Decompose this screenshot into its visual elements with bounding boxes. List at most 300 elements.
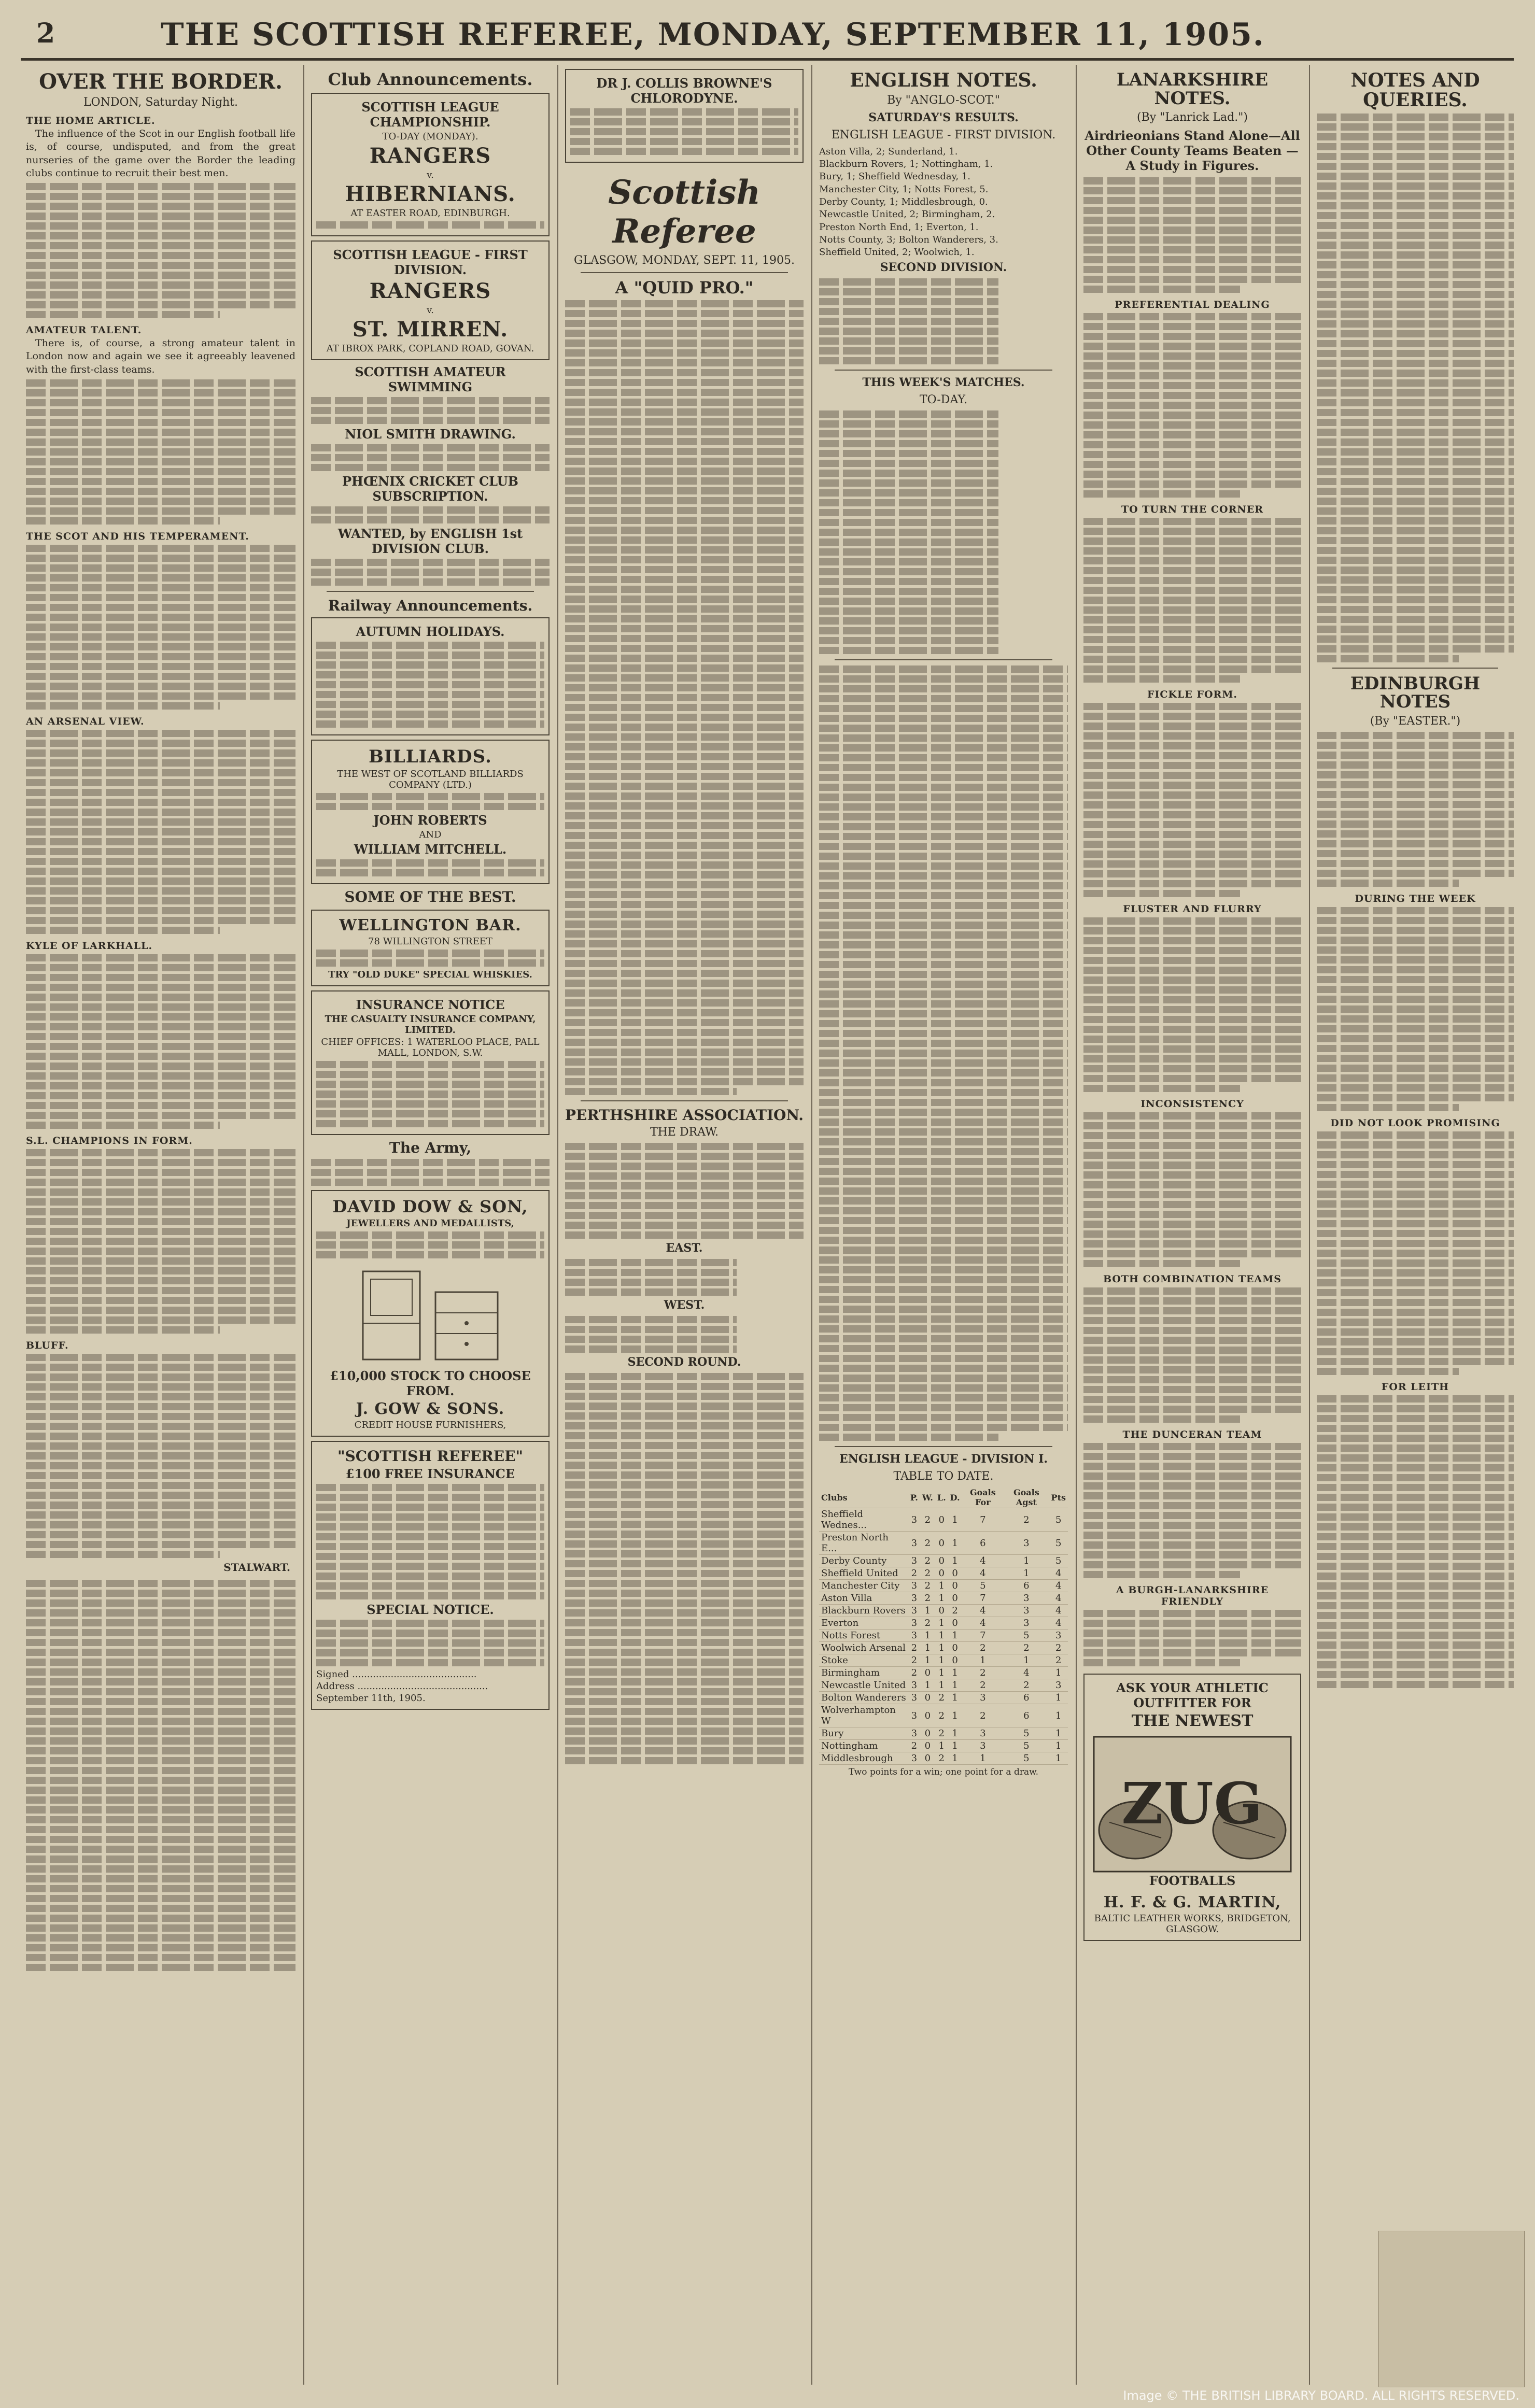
ad-title: SCOTTISH LEAGUE CHAMPIONSHIP.: [361, 99, 499, 130]
table-row: [819, 1508, 1068, 1532]
crosshead: THE DUNCERAN TEAM: [1122, 1429, 1262, 1441]
stat-cell: 0: [920, 1692, 935, 1704]
column-editorial: [560, 65, 809, 2387]
stat-cell: 3: [908, 1630, 920, 1642]
results-subheading: ENGLISH LEAGUE - FIRST DIVISION.: [831, 128, 1056, 141]
crosshead: FLUSTER AND FLURRY: [1123, 903, 1262, 915]
result-line: Newcastle United, 2; Birmingham, 2.: [819, 209, 995, 220]
stat-cell: 2: [920, 1617, 935, 1630]
table-note: Two points for a win; one point for a draw.: [848, 1767, 1039, 1778]
result-line: Blackburn Rovers, 1; Nottingham, 1.: [819, 159, 993, 170]
stat-cell: 1: [1049, 1667, 1068, 1679]
stat-cell: 1: [948, 1508, 962, 1532]
column-over-the-border: [21, 65, 301, 2387]
column-rule: [1076, 65, 1077, 2385]
column-club-announcements: [306, 65, 555, 2387]
heading-quid-pro: A "QUID PRO.": [615, 278, 754, 298]
stat-cell: 3: [908, 1692, 920, 1704]
crosshead: FOR LEITH: [1381, 1381, 1449, 1393]
column-rule: [811, 65, 812, 2385]
crosshead: INCONSISTENCY: [1140, 1098, 1244, 1110]
table-row: [819, 1567, 1068, 1580]
ad-title: BILLIARDS.: [369, 746, 492, 767]
stat-cell: 1: [920, 1679, 935, 1692]
stat-cell: 3: [908, 1617, 920, 1630]
stat-cell: 1: [948, 1704, 962, 1727]
column-header: Goals For: [962, 1487, 1004, 1508]
club-name-cell: Sheffield United: [819, 1567, 908, 1580]
result-line: Manchester City, 1; Notts Forest, 5.: [819, 183, 989, 195]
week-matches-heading: THIS WEEK'S MATCHES.: [862, 376, 1025, 390]
heading-english-notes: ENGLISH NOTES.: [850, 69, 1037, 91]
byline: (By "EASTER."): [1370, 714, 1461, 728]
stat-cell: 2: [920, 1592, 935, 1605]
result-line: Notts County, 3; Bolton Wanderers, 3.: [819, 234, 998, 245]
stat-cell: 4: [962, 1555, 1004, 1567]
ad-title: J. GOW & SONS.: [356, 1399, 505, 1418]
stat-cell: 4: [1049, 1617, 1068, 1630]
stat-cell: 5: [1004, 1740, 1049, 1752]
column-header: D.: [948, 1487, 962, 1508]
stat-cell: 6: [1004, 1704, 1049, 1727]
stat-cell: 1: [1049, 1704, 1068, 1727]
paragraph: There is, of course, a strong amateur talent in London now and again we see it agreeably leavened with the first-class teams.: [26, 337, 295, 375]
crosshead: DURING THE WEEK: [1355, 893, 1476, 904]
table-row: [819, 1692, 1068, 1704]
ad-special-notice: SPECIAL NOTICE.: [367, 1602, 494, 1617]
table-row: [819, 1592, 1068, 1605]
stat-cell: 0: [948, 1592, 962, 1605]
result-line: Aston Villa, 2; Sunderland, 1.: [819, 146, 958, 157]
engraved-figure-illustration: [1378, 2231, 1525, 2387]
stat-cell: 3: [1004, 1532, 1049, 1555]
club-name-cell: Bolton Wanderers: [819, 1692, 908, 1704]
stat-cell: 3: [962, 1692, 1004, 1704]
stat-cell: 2: [962, 1679, 1004, 1692]
crosshead: KYLE OF LARKHALL.: [26, 940, 153, 952]
stat-cell: 1: [948, 1630, 962, 1642]
ad-team: HIBERNIANS.: [345, 181, 516, 206]
stat-cell: 1: [1049, 1692, 1068, 1704]
club-name-cell: Middlesbrough: [819, 1752, 908, 1765]
club-name-cell: Wolverhampton W: [819, 1704, 908, 1727]
form-signed-line: Signed ..........................................: [316, 1668, 477, 1680]
ad-title: "SCOTTISH REFEREE": [337, 1447, 524, 1465]
stat-cell: 3: [1049, 1630, 1068, 1642]
stat-cell: 6: [1004, 1692, 1049, 1704]
ad-zug-footballs: [1083, 1674, 1301, 1941]
stat-cell: 5: [1004, 1630, 1049, 1642]
stat-cell: 3: [908, 1752, 920, 1765]
ad-title: AUTUMN HOLIDAYS.: [356, 624, 505, 639]
stat-cell: 3: [1049, 1679, 1068, 1692]
form-date: September 11th, 1905.: [316, 1692, 426, 1704]
column-header: Pts: [1049, 1487, 1068, 1508]
stat-cell: 2: [1049, 1654, 1068, 1667]
ad-venue: AT IBROX PARK, COPLAND ROAD, GOVAN.: [326, 343, 534, 354]
ad-billiards: [311, 740, 550, 884]
stat-cell: 1: [948, 1727, 962, 1740]
ad-rangers-hibernians: [311, 93, 550, 236]
ad-title: WELLINGTON BAR.: [339, 916, 522, 934]
stat-cell: 2: [962, 1704, 1004, 1727]
heading-army: The Army,: [389, 1139, 472, 1156]
stat-cell: 0: [948, 1642, 962, 1654]
stat-cell: 1: [1049, 1752, 1068, 1765]
stat-cell: 3: [962, 1740, 1004, 1752]
club-name-cell: Blackburn Rovers: [819, 1605, 908, 1617]
stat-cell: 1: [935, 1679, 948, 1692]
stat-cell: 3: [908, 1555, 920, 1567]
second-division-heading: SECOND DIVISION.: [880, 261, 1007, 275]
kicker: Airdrieonians Stand Alone—All Other County Teams Beaten — A Study in Figures.: [1085, 128, 1300, 174]
stat-cell: 1: [935, 1667, 948, 1679]
stat-cell: 2: [935, 1727, 948, 1740]
ad-title: ASK YOUR ATHLETIC OUTFITTER FOR: [1116, 1680, 1269, 1711]
club-name-cell: Bury: [819, 1727, 908, 1740]
stat-cell: 3: [908, 1704, 920, 1727]
ad-wellington-bar: [311, 910, 550, 986]
stat-cell: 4: [1049, 1592, 1068, 1605]
stat-cell: 2: [920, 1532, 935, 1555]
ad-and: AND: [419, 829, 442, 840]
ad-address: BALTIC LEATHER WORKS, BRIDGETON, GLASGOW.: [1094, 1913, 1291, 1935]
stat-cell: 0: [920, 1727, 935, 1740]
stat-cell: 5: [1049, 1532, 1068, 1555]
stat-cell: 0: [948, 1567, 962, 1580]
results-heading: SATURDAY'S RESULTS.: [868, 110, 1019, 124]
stat-cell: 2: [935, 1692, 948, 1704]
ad-maker: H. F. & G. MARTIN,: [1103, 1893, 1281, 1912]
table-row: [819, 1555, 1068, 1567]
ad-venue: AT EASTER ROAD, EDINBURGH.: [350, 207, 510, 219]
crosshead: BOTH COMBINATION TEAMS: [1103, 1273, 1282, 1285]
ad-footballs: FOOTBALLS: [1149, 1873, 1236, 1889]
ad-some-of-the-best: SOME OF THE BEST.: [344, 888, 516, 905]
club-name-cell: Everton: [819, 1617, 908, 1630]
stat-cell: 1: [948, 1752, 962, 1765]
stat-cell: 1: [948, 1740, 962, 1752]
ad-versus: v.: [427, 304, 434, 316]
column-rule: [1309, 65, 1310, 2385]
stat-cell: 0: [935, 1567, 948, 1580]
stat-cell: 1: [920, 1630, 935, 1642]
heading-over-the-border: OVER THE BORDER.: [39, 69, 283, 94]
paragraph: The influence of the Scot in our English football life is, of course, undisputed, and from the great nurseries of the game over the Border the leading clubs continue to recruit their best men.: [26, 128, 295, 179]
signature: STALWART.: [223, 1561, 290, 1574]
stat-cell: 4: [1049, 1605, 1068, 1617]
stat-cell: 4: [1049, 1580, 1068, 1592]
column-english-notes: [814, 65, 1073, 2387]
result-line: Preston North End, 1; Everton, 1.: [819, 221, 979, 233]
column-header: Clubs: [819, 1487, 908, 1508]
stat-cell: 5: [1049, 1555, 1068, 1567]
stat-cell: 0: [920, 1667, 935, 1679]
ad-sub: THE WEST OF SCOTLAND BILLIARDS COMPANY (LTD.): [337, 768, 524, 790]
stat-cell: 1: [920, 1654, 935, 1667]
newspaper-brand-logo: Scottish Referee: [608, 173, 761, 251]
crosshead: TO TURN THE CORNER: [1121, 504, 1264, 516]
stat-cell: 0: [935, 1605, 948, 1617]
crosshead: A BURGH-LANARKSHIRE FRIENDLY: [1116, 1584, 1269, 1608]
ad-sub: THE CASUALTY INSURANCE COMPANY, LIMITED.: [325, 1013, 536, 1036]
stat-cell: 5: [1049, 1508, 1068, 1532]
stat-cell: 2: [935, 1752, 948, 1765]
result-line: Bury, 1; Sheffield Wednesday, 1.: [819, 171, 970, 182]
ad-sub: JEWELLERS AND MEDALLISTS,: [346, 1217, 514, 1229]
stat-cell: 1: [935, 1580, 948, 1592]
subheading-second-round: SECOND ROUND.: [627, 1355, 741, 1369]
column-notes-and-queries: [1312, 65, 1519, 2387]
stat-cell: 2: [908, 1642, 920, 1654]
stat-cell: 2: [1004, 1679, 1049, 1692]
stat-cell: 0: [920, 1704, 935, 1727]
stat-cell: 1: [935, 1630, 948, 1642]
league-table-subheading: TABLE TO DATE.: [893, 1470, 994, 1483]
page-number: 2: [36, 18, 55, 49]
stat-cell: 2: [920, 1508, 935, 1532]
crosshead: PREFERENTIAL DEALING: [1115, 299, 1270, 311]
stat-cell: 0: [948, 1580, 962, 1592]
stat-cell: 0: [920, 1752, 935, 1765]
stat-cell: 1: [1049, 1740, 1068, 1752]
club-name-cell: Sheffield Wednes...: [819, 1508, 908, 1532]
result-line: Derby County, 1; Middlesbrough, 0.: [819, 196, 988, 207]
ad-address: CHIEF OFFICES: 1 WATERLOO PLACE, PALL MALL, LONDON, S.W.: [321, 1036, 540, 1058]
byline: By "ANGLO-SCOT.": [887, 93, 1000, 107]
stat-cell: 3: [908, 1605, 920, 1617]
ad-versus: v.: [427, 169, 434, 180]
ad-title: SCOTTISH LEAGUE - FIRST DIVISION.: [333, 247, 528, 277]
column-header: P.: [908, 1487, 920, 1508]
club-name-cell: Birmingham: [819, 1667, 908, 1679]
subheading-draw: THE DRAW.: [650, 1125, 719, 1139]
stat-cell: 2: [948, 1605, 962, 1617]
ad-title: SCOTTISH AMATEUR SWIMMING: [355, 364, 506, 394]
byline: (By "Lanrick Lad."): [1137, 111, 1248, 124]
results-list: [819, 146, 1068, 259]
ad-sub: CREDIT HOUSE FURNISHERS,: [354, 1419, 506, 1430]
crosshead: DID NOT LOOK PROMISING: [1330, 1117, 1500, 1129]
stat-cell: 0: [935, 1555, 948, 1567]
stat-cell: 7: [962, 1630, 1004, 1642]
stat-cell: 5: [1004, 1752, 1049, 1765]
table-row: [819, 1642, 1068, 1654]
stat-cell: 1: [935, 1654, 948, 1667]
stat-cell: 1: [948, 1532, 962, 1555]
crosshead: AN ARSENAL VIEW.: [26, 715, 145, 727]
club-name-cell: Stoke: [819, 1654, 908, 1667]
ad-autumn-holidays: [311, 617, 550, 735]
crosshead: S.L. CHAMPIONS IN FORM.: [26, 1135, 193, 1146]
stat-cell: 1: [948, 1667, 962, 1679]
stat-cell: 2: [908, 1654, 920, 1667]
subheading-east: EAST.: [666, 1241, 703, 1255]
stat-cell: 2: [920, 1567, 935, 1580]
table-row: [819, 1679, 1068, 1692]
ad-title: DR J. COLLIS BROWNE'S CHLORODYNE.: [596, 76, 772, 106]
club-name-cell: Preston North E...: [819, 1532, 908, 1555]
crosshead: THE SCOT AND HIS TEMPERAMENT.: [26, 530, 249, 542]
ad-tagline: TRY "OLD DUKE" SPECIAL WHISKIES.: [328, 969, 532, 980]
stat-cell: 1: [935, 1642, 948, 1654]
stat-cell: 4: [962, 1617, 1004, 1630]
stat-cell: 0: [920, 1740, 935, 1752]
stat-cell: 0: [935, 1532, 948, 1555]
crosshead: THE HOME ARTICLE.: [26, 115, 156, 126]
image-credit: Image © THE BRITISH LIBRARY BOARD. ALL RIGHTS RESERVED.: [1123, 2388, 1519, 2403]
table-row: [819, 1654, 1068, 1667]
table-row: [819, 1617, 1068, 1630]
column-header: L.: [935, 1487, 948, 1508]
stat-cell: 1: [948, 1679, 962, 1692]
heading-lanarkshire-notes: LANARKSHIRE NOTES.: [1116, 69, 1269, 109]
stat-cell: 2: [908, 1567, 920, 1580]
club-name-cell: Aston Villa: [819, 1592, 908, 1605]
league-table-header: [819, 1487, 1068, 1508]
ad-brand: ZUG: [1121, 1770, 1263, 1837]
subheading-west: WEST.: [664, 1298, 705, 1312]
ad-title: INSURANCE NOTICE: [356, 997, 505, 1012]
stat-cell: 4: [962, 1567, 1004, 1580]
table-row: [819, 1740, 1068, 1752]
ad-name: WILLIAM MITCHELL.: [354, 841, 507, 857]
ad-subtitle: THE NEWEST: [1131, 1712, 1254, 1731]
heading-perthshire: PERTHSHIRE ASSOCIATION.: [565, 1106, 804, 1124]
club-name-cell: Woolwich Arsenal: [819, 1642, 908, 1654]
stat-cell: 3: [1004, 1592, 1049, 1605]
table-row: [819, 1580, 1068, 1592]
column-lanarkshire-notes: [1078, 65, 1306, 2387]
stat-cell: 3: [908, 1727, 920, 1740]
stat-cell: 2: [962, 1667, 1004, 1679]
table-row: [819, 1752, 1068, 1765]
ad-title: WANTED, by ENGLISH 1st DIVISION CLUB.: [337, 526, 523, 556]
stat-cell: 7: [962, 1592, 1004, 1605]
column-header: Goals Agst: [1004, 1487, 1049, 1508]
stat-cell: 2: [1004, 1508, 1049, 1532]
ad-rangers-st-mirren: [311, 240, 550, 360]
crosshead: FICKLE FORM.: [1147, 689, 1237, 701]
stat-cell: 4: [1004, 1667, 1049, 1679]
ad-stock: £10,000 STOCK TO CHOOSE FROM.: [330, 1368, 531, 1398]
stat-cell: 5: [962, 1580, 1004, 1592]
masthead-rule: [21, 58, 1514, 61]
stat-cell: 2: [1004, 1642, 1049, 1654]
stat-cell: 0: [948, 1617, 962, 1630]
stat-cell: 1: [920, 1642, 935, 1654]
ad-line: TO-DAY (MONDAY).: [382, 131, 478, 142]
stat-cell: 6: [962, 1532, 1004, 1555]
ad-insurance-notice: [311, 990, 550, 1135]
stat-cell: 3: [1004, 1605, 1049, 1617]
stat-cell: 6: [1004, 1580, 1049, 1592]
stat-cell: 1: [920, 1605, 935, 1617]
ad-team: RANGERS: [369, 143, 491, 168]
stat-cell: 0: [948, 1654, 962, 1667]
stat-cell: 1: [1004, 1555, 1049, 1567]
stat-cell: 2: [920, 1580, 935, 1592]
stat-cell: 1: [935, 1617, 948, 1630]
stat-cell: 0: [935, 1508, 948, 1532]
stat-cell: 3: [908, 1508, 920, 1532]
dateline: GLASGOW, MONDAY, SEPT. 11, 1905.: [574, 254, 795, 267]
stat-cell: 1: [935, 1740, 948, 1752]
today-heading: TO-DAY.: [919, 393, 968, 407]
stat-cell: 2: [920, 1555, 935, 1567]
stat-cell: 3: [908, 1592, 920, 1605]
crosshead: BLUFF.: [26, 1339, 69, 1351]
stat-cell: 3: [908, 1679, 920, 1692]
ad-free-insurance: [311, 1441, 550, 1710]
ad-team: RANGERS: [369, 278, 491, 303]
club-name-cell: Derby County: [819, 1555, 908, 1567]
stat-cell: 1: [948, 1555, 962, 1567]
stat-cell: 1: [1049, 1727, 1068, 1740]
stat-cell: 3: [908, 1580, 920, 1592]
heading-railway: Railway Announcements.: [328, 597, 533, 614]
stat-cell: 1: [1004, 1654, 1049, 1667]
table-row: [819, 1667, 1068, 1679]
table-row: [819, 1727, 1068, 1740]
column-header: W.: [920, 1487, 935, 1508]
stat-cell: 3: [1004, 1617, 1049, 1630]
stat-cell: 4: [1049, 1567, 1068, 1580]
masthead: [36, 11, 1514, 61]
stat-cell: 2: [908, 1740, 920, 1752]
table-row: [819, 1630, 1068, 1642]
stat-cell: 1: [962, 1654, 1004, 1667]
stat-cell: 4: [962, 1605, 1004, 1617]
ad-sub: £100 FREE INSURANCE: [345, 1466, 515, 1481]
column-rule: [557, 65, 558, 2385]
table-row: [819, 1532, 1068, 1555]
club-name-cell: Nottingham: [819, 1740, 908, 1752]
crosshead: AMATEUR TALENT.: [26, 324, 142, 336]
league-table: [819, 1487, 1068, 1765]
stat-cell: 3: [908, 1532, 920, 1555]
ad-chlorodyne: [565, 69, 804, 163]
stat-cell: 2: [962, 1642, 1004, 1654]
ad-address: 78 WILLINGTON STREET: [368, 936, 492, 947]
stat-cell: 1: [935, 1592, 948, 1605]
heading-edinburgh-notes: EDINBURGH NOTES: [1350, 673, 1481, 713]
byline: LONDON, Saturday Night.: [83, 96, 238, 109]
stat-cell: 1: [962, 1752, 1004, 1765]
furniture-illustration-icon: [353, 1261, 508, 1365]
stat-cell: 5: [1004, 1727, 1049, 1740]
stat-cell: 2: [908, 1667, 920, 1679]
table-row: [819, 1704, 1068, 1727]
stat-cell: 2: [1049, 1642, 1068, 1654]
club-name-cell: Newcastle United: [819, 1679, 908, 1692]
table-row: [819, 1605, 1068, 1617]
ad-david-dow: [311, 1190, 550, 1437]
league-table-heading: ENGLISH LEAGUE - DIVISION I.: [839, 1452, 1048, 1466]
ad-title: PHŒNIX CRICKET CLUB SUBSCRIPTION.: [342, 473, 518, 504]
club-name-cell: Manchester City: [819, 1580, 908, 1592]
result-line: Sheffield United, 2; Woolwich, 1.: [819, 247, 975, 258]
stat-cell: 3: [962, 1727, 1004, 1740]
stat-cell: 1: [1004, 1567, 1049, 1580]
ad-team: ST. MIRREN.: [352, 317, 509, 342]
ad-title: NIOL SMITH DRAWING.: [345, 426, 516, 442]
stat-cell: 1: [948, 1692, 962, 1704]
ad-title: DAVID DOW & SON,: [332, 1196, 528, 1216]
ad-name: JOHN ROBERTS: [373, 812, 487, 828]
form-address-line: Address ............................................: [316, 1680, 488, 1692]
newspaper-title: THE SCOTTISH REFEREE, MONDAY, SEPTEMBER 11, 1905.: [161, 17, 1265, 53]
